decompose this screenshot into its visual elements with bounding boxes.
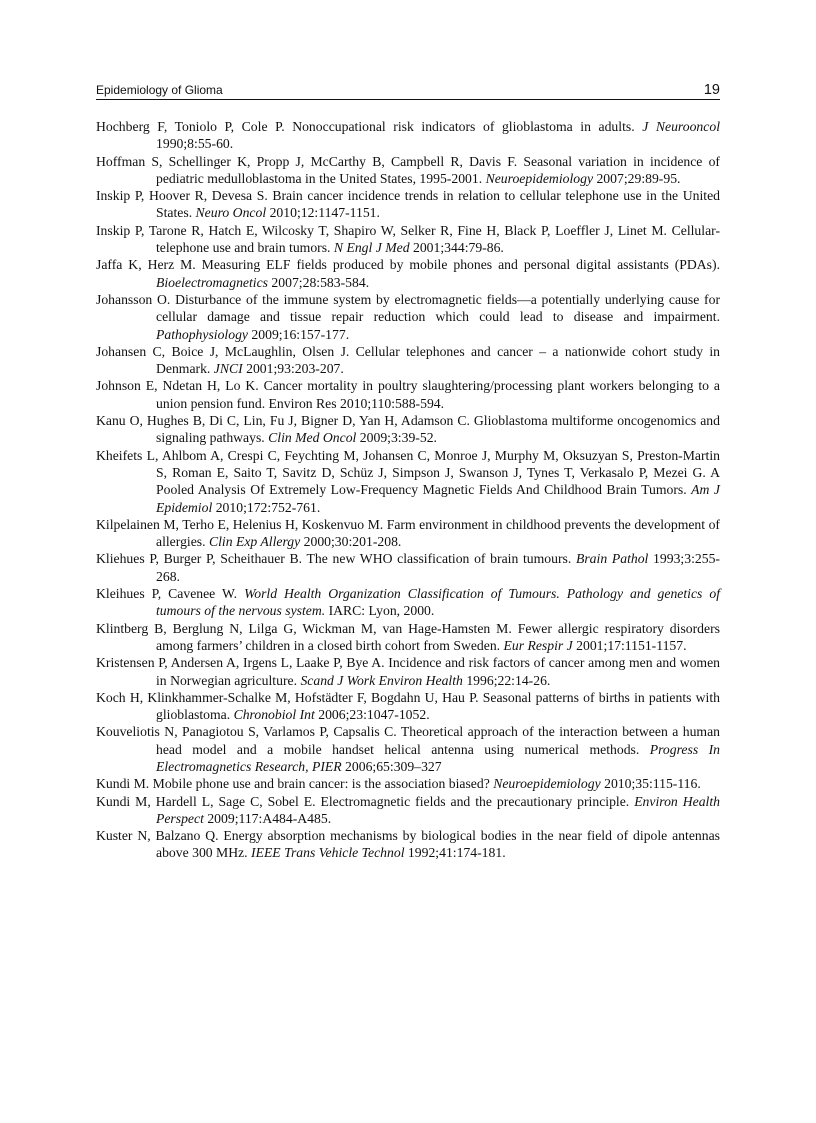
reference-text: Kilpelainen M, Terho E, Helenius H, Koskenvuo M. Farm environment in childhood prevents the development of allergies. [96, 516, 720, 550]
reference-citation: 2001;17:1151-1157. [572, 637, 687, 653]
reference-item [96, 550, 720, 585]
reference-citation: 1990;8:55-60. [156, 136, 234, 152]
journal-title: Brain Pathol [575, 551, 649, 567]
reference-item [96, 775, 720, 792]
reference-text: Hochberg F, Toniolo P, Cole P. Nonoccupational risk indicators of glioblastoma in adults. [96, 119, 643, 134]
reference-item [96, 291, 720, 343]
reference-text: Kliehues P, Burger P, Scheithauer B. The new WHO classification of brain tumours. [96, 551, 576, 567]
reference-text: Inskip P, Tarone R, Hatch E, Wilcosky T, Shapiro W, Selker R, Fine H, Black P, Loeffler J, Linet M. Cellular-telephone use and brain tumors. [96, 222, 720, 256]
reference-citation: 2009;117:A484-A485. [203, 810, 332, 826]
page-number: 19 [703, 82, 720, 98]
journal-title: IEEE Trans Vehicle Technol [251, 845, 405, 861]
reference-citation: 2006;23:1047-1052. [314, 707, 430, 723]
reference-item [96, 654, 720, 689]
reference-citation: 2006;65:309–327 [341, 758, 442, 774]
reference-citation: IARC: Lyon, 2000. [325, 603, 435, 619]
reference-item [96, 187, 720, 222]
reference-citation: 2007;28:583-584. [268, 274, 370, 290]
reference-item [96, 153, 720, 188]
journal-title: N Engl J Med [333, 240, 410, 256]
reference-text: Kundi M, Hardell L, Sage C, Sobel E. Electromagnetic fields and the precautionary principle. [96, 793, 635, 809]
reference-text: Kheifets L, Ahlbom A, Crespi C, Feychting M, Johansen C, Monroe J, Murphy M, Oksuzyan S, Preston-Martin S, Roman E, Saito T, Savitz D, Schüz J, Simpson J, Swanson J, Tynes T, Verkasalo P, Mezei G. A Pooled Analysis Of Extremely Low-Frequency Magnetic Fields And Childhood Brain Tumors. [96, 447, 720, 498]
reference-text: Kristensen P, Andersen A, Irgens L, Laake P, Bye A. Incidence and risk factors of cancer among men and women in Norwegian agriculture. [96, 655, 720, 688]
journal-title: Clin Med Oncol [268, 430, 357, 446]
reference-text: Kouveliotis N, Panagiotou S, Varlamos P, Capsalis C. Theoretical approach of the interaction between a human head model and a mobile handset helical antenna using numerical methods. [96, 724, 720, 757]
reference-item [96, 412, 720, 447]
reference-text: Koch H, Klinkhammer-Schalke M, Hofstädter F, Bogdahn U, Hau P. Seasonal patterns of births in patients with glioblastoma. [96, 689, 720, 723]
reference-citation: 2009;3:39-52. [356, 430, 437, 446]
journal-title: World Health Organization Classification of Tumours. Pathology and genetics of tumours of the nervous system. [156, 586, 721, 619]
reference-item [96, 447, 720, 516]
journal-title: Am J Epidemiol [156, 482, 720, 515]
reference-item [96, 516, 720, 551]
reference-item [96, 118, 720, 153]
reference-text: Kundi M. Mobile phone use and brain cancer: is the association biased? [96, 776, 494, 792]
reference-item [96, 620, 720, 655]
reference-citation: 2010;172:752-761. [212, 499, 321, 515]
reference-citation: 2001;344:79-86. [409, 240, 504, 256]
reference-citation: 1996;22:14-26. [462, 672, 551, 688]
running-title: Epidemiology of Glioma [96, 83, 223, 97]
reference-text: Jaffa K, Herz M. Measuring ELF fields produced by mobile phones and personal digital assistants (PDAs). [96, 257, 720, 273]
reference-item [96, 343, 720, 378]
journal-title: Chronobiol Int [233, 707, 315, 723]
journal-title: Progress In Electromagnetics Research, PIER [156, 741, 720, 774]
reference-citation: 1992;41:174-181. [404, 845, 506, 861]
journal-title: Clin Exp Allergy [208, 534, 301, 550]
reference-citation: 2007;29:89-95. [593, 170, 681, 186]
journal-title: Neuroepidemiology [485, 170, 594, 186]
journal-title: J Neurooncol [642, 119, 721, 134]
reference-text: Johansen C, Boice J, McLaughlin, Olsen J. Cellular telephones and cancer – a nationwide cohort study in Denmark. [96, 343, 720, 377]
reference-item [96, 222, 720, 257]
reference-text: Kuster N, Balzano Q. Energy absorption mechanisms by biological bodies in the near field of dipole antennas above 300 MHz. [96, 828, 720, 861]
reference-citation: 2009;16:157-177. [248, 326, 350, 342]
reference-citation: 2000;30:201-208. [300, 534, 402, 550]
reference-text: Johansson O. Disturbance of the immune system by electromagnetic fields—a potentially underlying cause for cellular damage and tissue repair reduction which could lead to disease and impairment. [96, 291, 720, 325]
reference-item [96, 585, 720, 620]
reference-text: Johnson E, Ndetan H, Lo K. Cancer mortality in poultry slaughtering/processing plant workers belonging to a union pension fund. Environ Res 2010;110:588-594. [96, 378, 720, 411]
reference-citation: 2010;12:1147-1151. [266, 205, 380, 221]
reference-citation: 2001;93:203-207. [242, 361, 344, 377]
reference-text: Kleihues P, Cavenee W. [96, 586, 245, 602]
reference-item [96, 256, 720, 291]
reference-citation: 1993;3:255-268. [156, 551, 720, 584]
reference-item [96, 689, 720, 724]
journal-title: Eur Respir J [503, 637, 573, 653]
journal-title: Bioelectromagnetics [156, 274, 268, 290]
reference-citation: 2010;35:115-116. [600, 776, 701, 792]
reference-item [96, 827, 720, 862]
reference-list [96, 118, 720, 862]
reference-text: Inskip P, Hoover R, Devesa S. Brain cancer incidence trends in relation to cellular telephone use in the United States. [96, 188, 720, 221]
journal-title: Scand J Work Environ Health [300, 672, 463, 688]
reference-item [96, 723, 720, 775]
journal-title: Pathophysiology [156, 326, 248, 342]
journal-title: Neuro Oncol [195, 205, 267, 221]
reference-text: Klintberg B, Berglung N, Lilga G, Wickman M, van Hage-Hamsten M. Fewer allergic respiratory disorders among farmers’ children in a closed birth cohort from Sweden. [96, 620, 720, 653]
reference-text: Hoffman S, Schellinger K, Propp J, McCarthy B, Campbell R, Davis F. Seasonal variation in incidence of pediatric medulloblastoma in the United States, 1995-2001. [96, 153, 720, 186]
reference-text: Kanu O, Hughes B, Di C, Lin, Fu J, Bigner D, Yan H, Adamson C. Glioblastoma multiforme oncogenomics and signaling pathways. [96, 413, 720, 446]
journal-title: Neuroepidemiology [493, 776, 601, 792]
reference-item [96, 377, 720, 412]
journal-title: Environ Health Perspect [156, 793, 720, 826]
running-header [96, 80, 720, 100]
reference-item [96, 793, 720, 828]
journal-title: JNCI [213, 361, 243, 377]
